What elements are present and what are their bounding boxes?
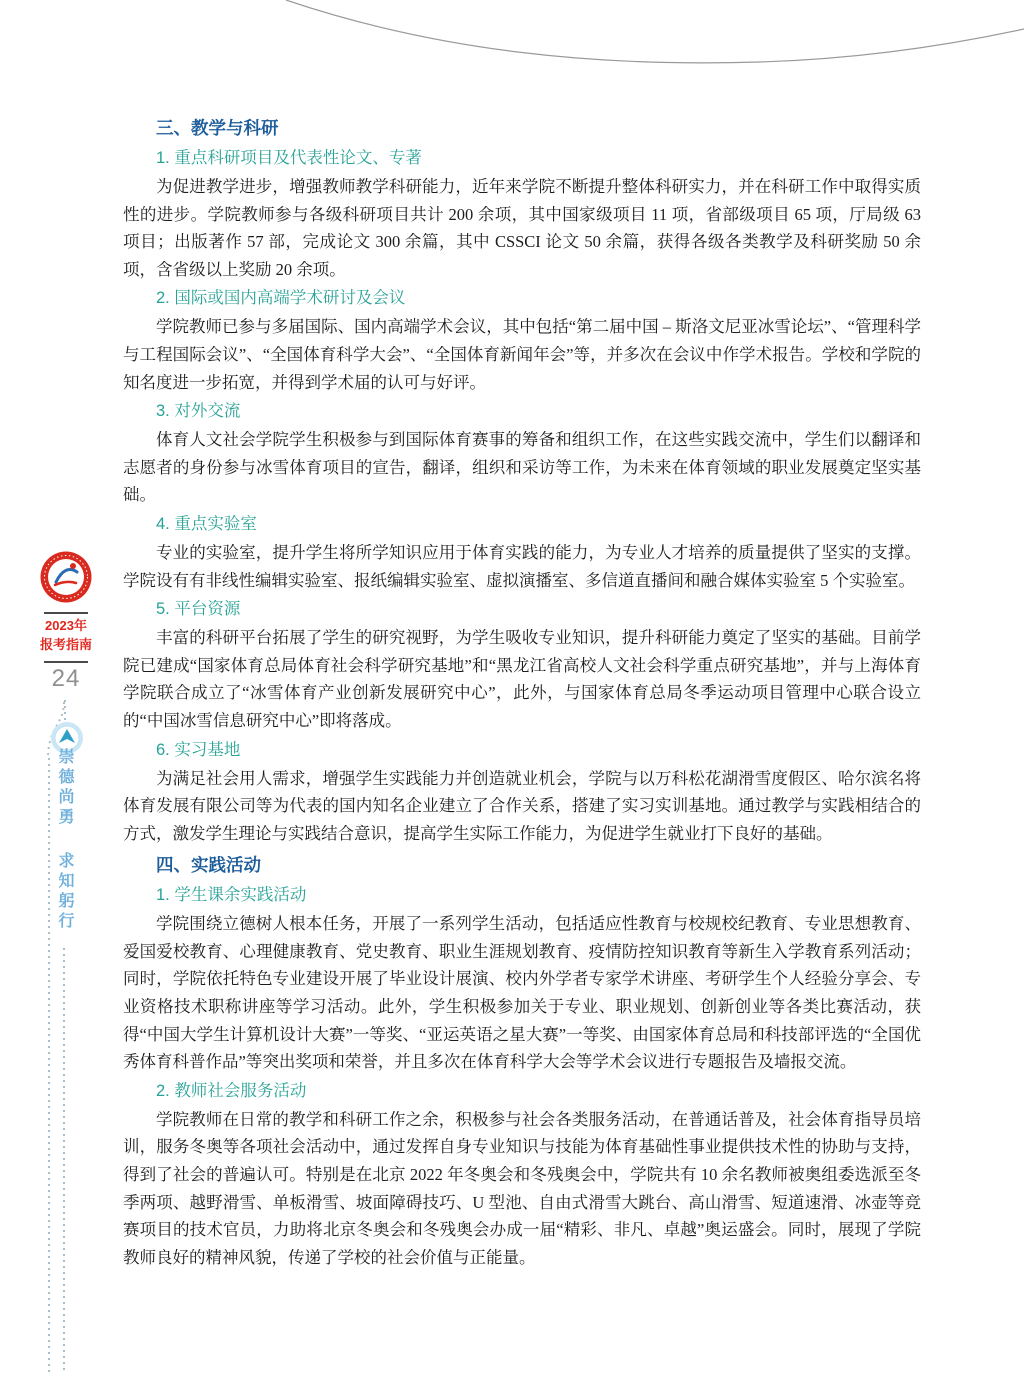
school-logo-icon <box>40 551 92 603</box>
year-badge-line1: 2023年 <box>45 618 87 633</box>
paragraph: 专业的实验室，提升学生将所学知识应用于体育实践的能力，为专业人才培养的质量提供了坚实的支撑。学院设有有非线性编辑实验室、报纸编辑实验室、虚拟演播室、多信道直播间和融合媒体实验室 5 个实验室。 <box>123 542 921 590</box>
year-badge-line2: 报考指南 <box>39 636 92 652</box>
subheading-3-6: 6. 实习基地 <box>156 740 241 759</box>
sidebar-motto-2: 求知躬行 <box>56 852 73 932</box>
dotted-line-right <box>63 948 65 1372</box>
subheading-4-2: 2. 教师社会服务活动 <box>156 1081 307 1100</box>
section-heading-4: 四、实践活动 <box>156 855 261 876</box>
document-body <box>123 110 921 1271</box>
subheading-3-1: 1. 重点科研项目及代表性论文、专著 <box>156 149 422 167</box>
subheading-3-3: 3. 对外交流 <box>156 402 241 421</box>
subheading-3-2: 2. 国际或国内高端学术研讨及会议 <box>156 289 406 308</box>
paragraph: 体育人文社会学院学生积极参与到国际体育赛事的筹备和组织工作，在这些实践交流中，学生们以翻译和志愿者的身份参与冰雪体育项目的宣告，翻译，组织和采访等工作，为未来在体育领域的职业发展奠定坚实基础。 <box>123 430 921 505</box>
paragraph: 学院教师在日常的教学和科研工作之余，积极参与社会各类服务活动，在普通话普及，社会体育指导员培训，服务冬奥等各项社会活动中，通过发挥自身专业知识与技能为体育基础性事业提供技术性的协助与支持，得到了社会的普遍认可。特别是在北京 2022 年冬奥会和冬残奥会中，学院共有 10 余名教师被奥组委选派至冬季两项、越野滑雪、单板滑雪、坡面障碍技巧、U 型池、自由式滑雪大跳台、高山滑雪、短道速滑、冰壶等竞赛项目的技术官员，力助将北京冬奥会和冬残奥会办成一届“精彩、非凡、卓越”奥运盛会。同时，展现了学院教师良好的精神风貌，传递了学校的社会价值与正能量。 <box>123 1109 921 1267</box>
top-curve-decoration <box>0 0 1024 90</box>
dotted-line-left <box>48 758 50 1372</box>
sidebar-motto-1: 崇德尚勇 <box>56 748 73 828</box>
subheading-3-5: 5. 平台资源 <box>156 600 241 619</box>
page-number: 24 <box>51 665 81 692</box>
paragraph: 学院教师已参与多届国际、国内高端学术会议，其中包括“第二届中国 – 斯洛文尼亚冰雪论坛”、“管理科学与工程国际会议”、“全国体育科学大会”、“全国体育新闻年会”等，并多次在会议中作学术报告。学校和学院的知名度进一步拓宽，并得到学术届的认可与好评。 <box>123 317 921 392</box>
paragraph: 为满足社会用人需求，增强学生实践能力并创造就业机会，学院与以万科松花湖滑雪度假区、哈尔滨名将体育发展有限公司等为代表的国内知名企业建立了合作关系，搭建了实习实训基地。通过教学与实践相结合的方式，激发学生理论与实践结合意识，提高学生实际工作能力，为促进学生就业打下良好的基础。 <box>123 768 921 843</box>
subheading-4-1: 1. 学生课余实践活动 <box>156 886 307 905</box>
paragraph: 丰富的科研平台拓展了学生的研究视野，为学生吸收专业知识，提升科研能力奠定了坚实的基础。目前学院已建成“国家体育总局体育社会科学研究基地”和“黑龙江省高校人文社会科学重点研究基地”，并与上海体育学院联合成立了“冰雪体育产业创新发展研究中心”，此外，与国家体育总局冬季运动项目管理中心联合设立的“中国冰雪信息研究中心”即将落成。 <box>123 628 921 730</box>
sidebar-divider <box>44 661 88 663</box>
year-badge <box>28 617 104 655</box>
subheading-3-4: 4. 重点实验室 <box>156 514 257 533</box>
paragraph: 学院围绕立德树人根本任务，开展了一系列学生活动，包括适应性教育与校规校纪教育、专业思想教育、爱国爱校教育、心理健康教育、党史教育、职业生涯规划教育、疫情防控知识教育等新生入学教育系列活动；同时，学院依托特色专业建设开展了毕业设计展演、校内外学者专家学术讲座、考研学生个人经验分享会、专业资格技术职称讲座等学习活动。此外，学生积极参加关于专业、职业规划、创新创业等各类比赛活动，获得“中国大学生计算机设计大赛”一等奖、“亚运英语之星大赛”一等奖、由国家体育总局和科技部评选的“全国优秀体育科普作品”等突出奖项和荣誉，并且多次在体育科学大会等学术会议进行专题报告及墙报交流。 <box>123 914 921 1072</box>
paragraph: 为促进教学进步，增强教师教学科研能力，近年来学院不断提升整体科研实力，并在科研工作中取得实质性的进步。学院教师参与各级科研项目共计 200 余项，其中国家级项目 11 项，省部级项目 65 项，厅局级 63 项目；出版著作 57 部，完成论文 300 余篇，其中 CSSCI 论文 50 余篇，获得各级各类教学及科研奖励 50 余项，含省级以上奖励 20 余项。 <box>123 177 921 279</box>
section-heading-3: 三、教学与科研 <box>156 118 279 138</box>
sidebar-divider <box>44 612 88 614</box>
